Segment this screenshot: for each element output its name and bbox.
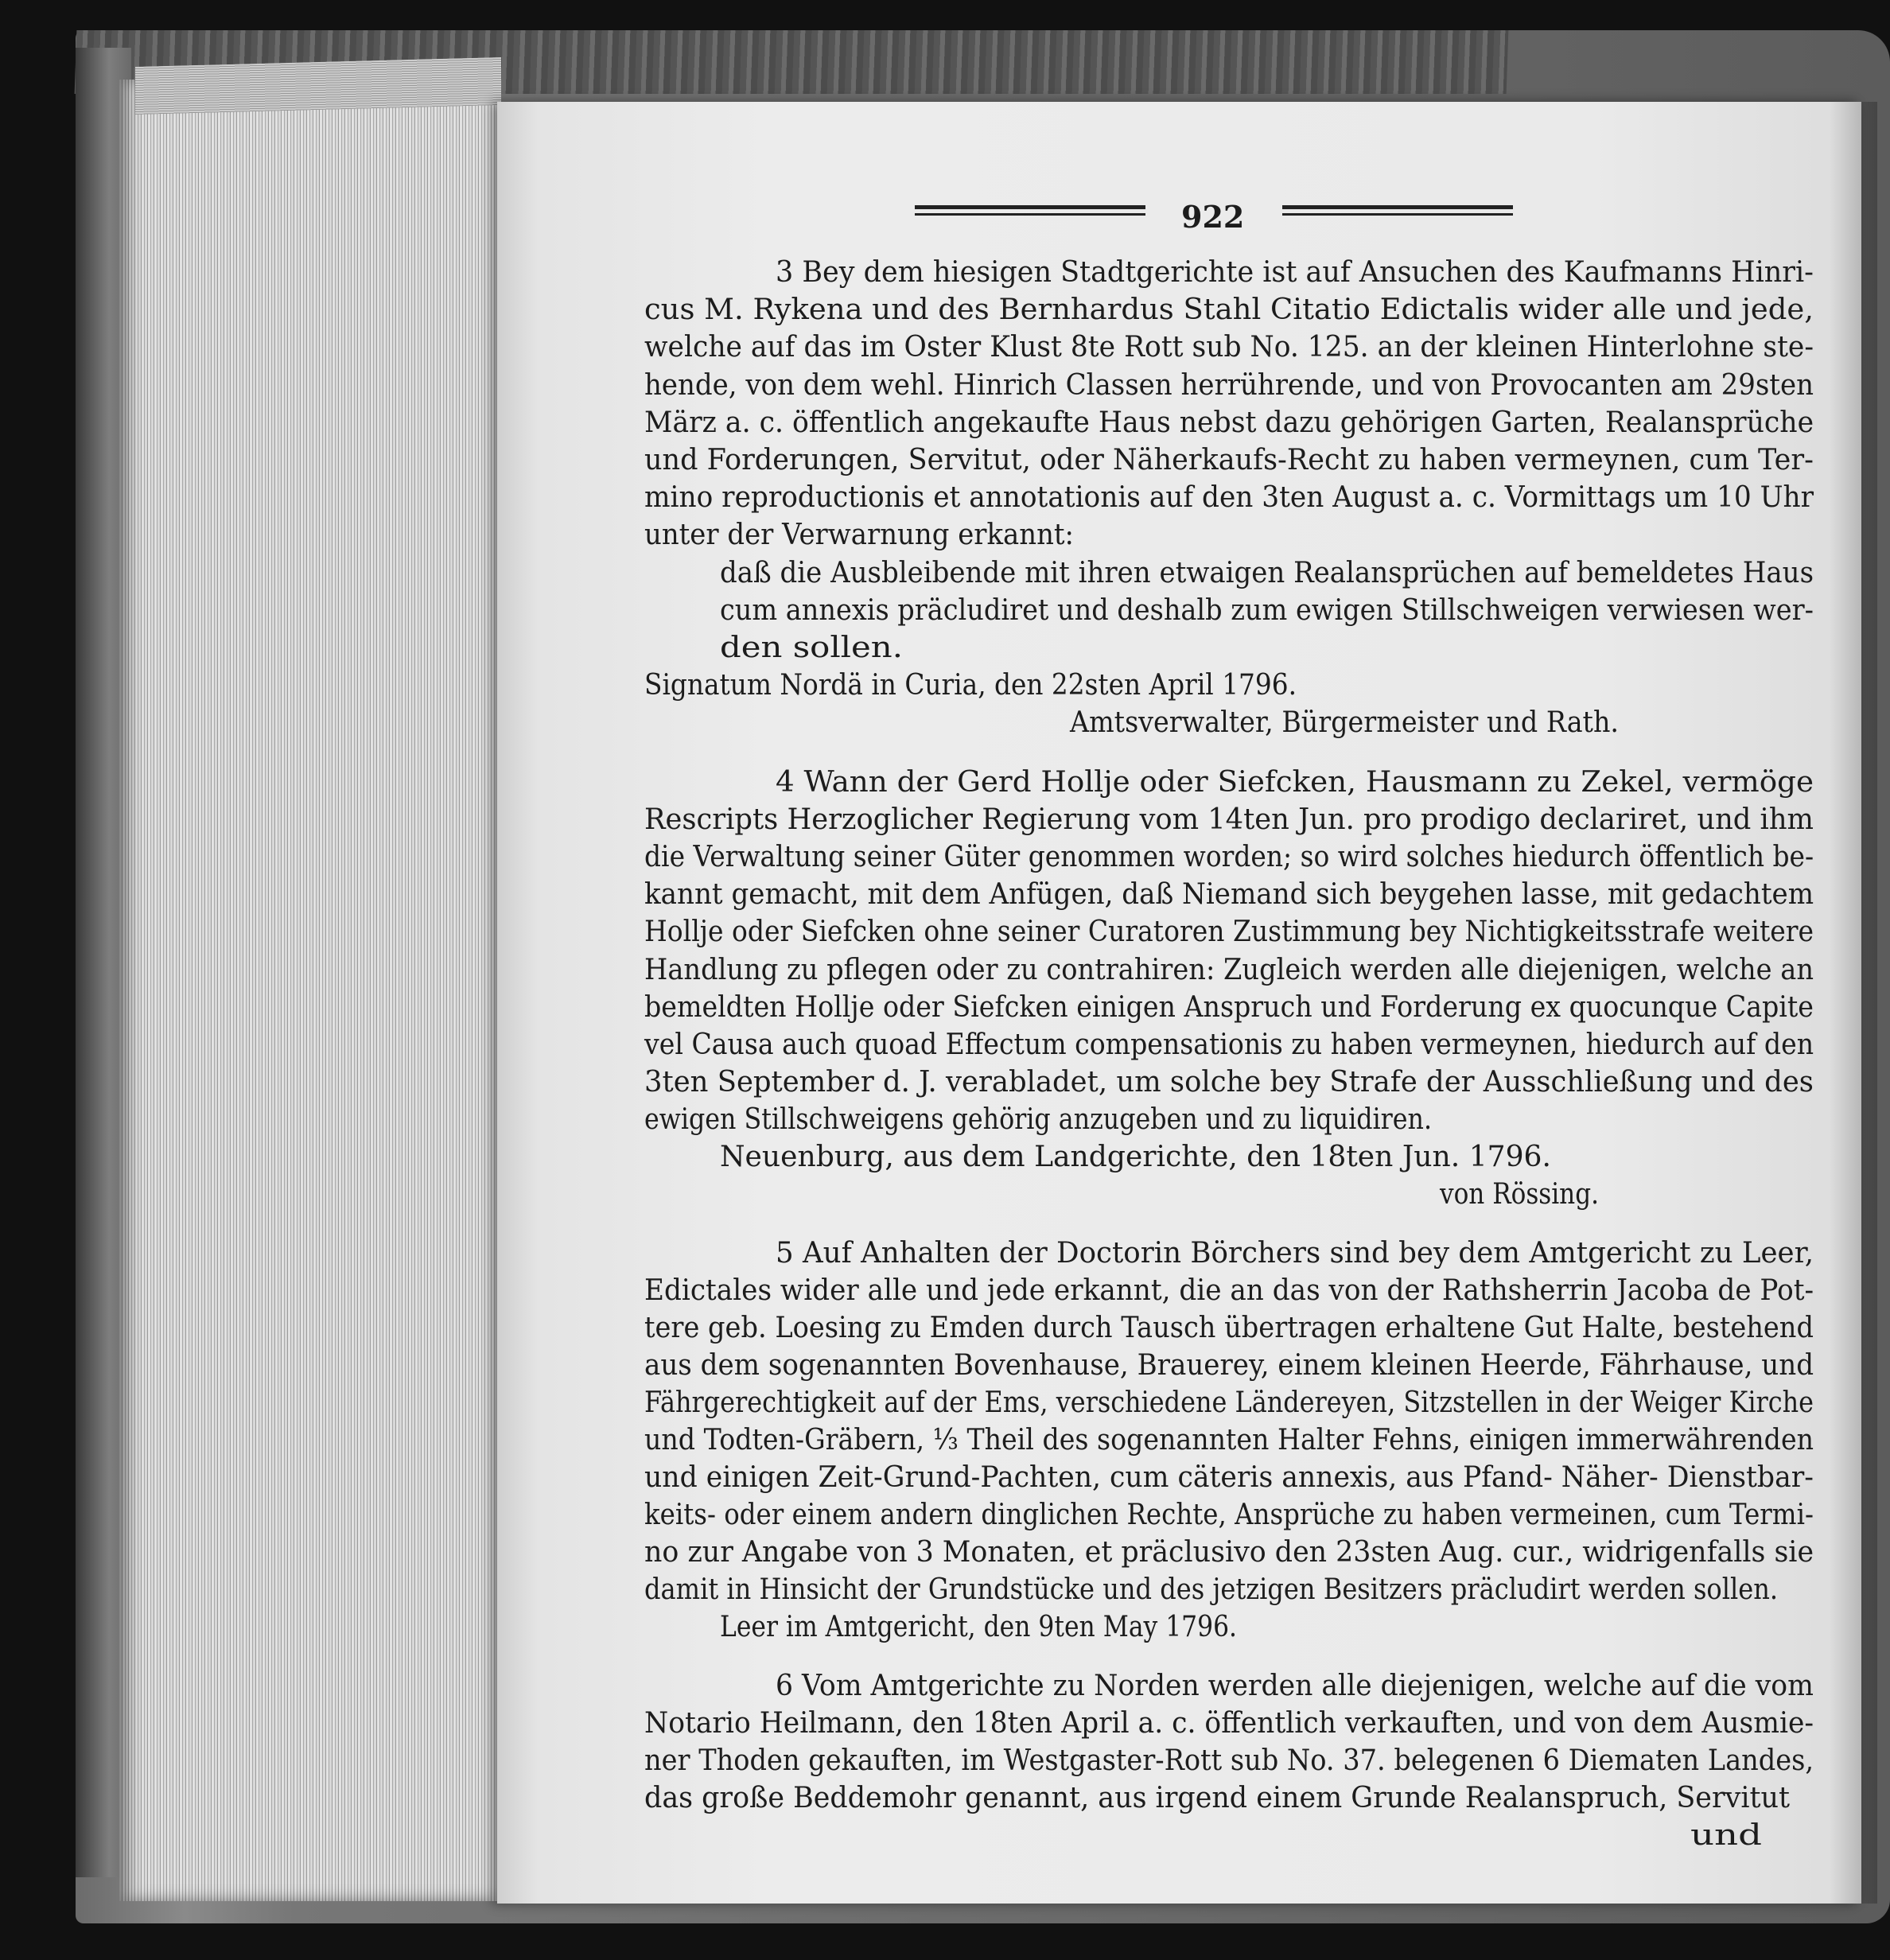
- text-line-e4-l7: bemeldten Hollje oder Siefcken einigen Anspruch und Forderung ex quocunque Capite: [644, 991, 1814, 1024]
- text-line-e5-l10: damit in Hinsicht der Grundstücke und des jetzigen Besitzers präcludirt werden sollen.: [644, 1573, 1779, 1606]
- page-block-edge: [119, 80, 501, 1901]
- text-line-e4-l3: die Verwaltung seiner Güter genommen worden; so wird solches hiedurch öffentlich be-: [644, 841, 1814, 873]
- text-line-e3-l9: daß die Ausbleibende mit ihren etwaigen Realansprüchen auf bemeldetes Haus: [720, 557, 1814, 589]
- text-line-e4-l4: kannt gemacht, mit dem Anfügen, daß Niemand sich beygehen lasse, mit gedachtem: [644, 878, 1814, 911]
- text-line-e5-l1: 5 Auf Anhalten der Doctorin Börchers sind bey dem Amtgericht zu Leer,: [776, 1237, 1814, 1270]
- text-line-e4-l2: Rescripts Herzoglicher Regierung vom 14ten Jun. pro prodigo declariret, und ihm: [644, 803, 1814, 836]
- header-rule-right: [1282, 205, 1513, 209]
- text-line-e5-l5: Fährgerechtigkeit auf der Ems, verschiedene Ländereyen, Sitzstellen in der Weiger Kirche: [644, 1386, 1814, 1419]
- text-line-e4-l1: 4 Wann der Gerd Hollje oder Siefcken, Hausmann zu Zekel, vermöge: [776, 766, 1814, 799]
- text-line-e4-l10: ewigen Stillschweigens gehörig anzugeben und zu liquidiren.: [644, 1103, 1433, 1136]
- text-line-e3-l3: welche auf das im Oster Klust 8te Rott sub No. 125. an der kleinen Hinterlohne ste-: [644, 331, 1814, 364]
- text-line-e3-l12: Signatum Nordä in Curia, den 22sten April 1796.: [644, 669, 1297, 702]
- text-line-e6-l2: Notario Heilmann, den 18ten April a. c. öffentlich verkauften, und von dem Ausmie-: [644, 1707, 1814, 1740]
- text-line-e3-l7: mino reproductionis et annotationis auf den 3ten August a. c. Vormittags um 10 Uhr: [644, 481, 1814, 514]
- text-line-catchword: und: [1690, 1819, 1762, 1852]
- text-line-e4-l12: von Rössing.: [1440, 1178, 1600, 1211]
- text-line-e3-l2: cus M. Rykena und des Bernhardus Stahl Citatio Edictalis wider alle und jede,: [644, 294, 1814, 326]
- page-number: 922: [1181, 199, 1245, 235]
- text-line-e5-l8: keits- oder einem andern dinglichen Rechte, Ansprüche zu haben vermeinen, cum Termi-: [644, 1499, 1814, 1531]
- text-line-e3-l8: unter der Verwarnung erkannt:: [644, 519, 1074, 551]
- text-line-e3-l6: und Forderungen, Servitut, oder Näherkaufs-Recht zu haben vermeynen, cum Ter-: [644, 444, 1814, 476]
- text-line-e3-l13: Amtsverwalter, Bürgermeister und Rath.: [1070, 706, 1620, 739]
- text-line-e5-l4: aus dem sogenannten Bovenhause, Brauerey, einem kleinen Heerde, Fährhause, und: [644, 1349, 1814, 1382]
- text-line-e3-l5: März a. c. öffentlich angekaufte Haus nebst dazu gehörigen Garten, Realansprüche: [644, 406, 1814, 439]
- text-line-e3-l10: cum annexis präcludiret und deshalb zum ewigen Stillschweigen verwiesen wer-: [720, 594, 1814, 627]
- text-line-e6-l4: das große Beddemohr genannt, aus irgend einem Grunde Realanspruch, Servitut: [644, 1782, 1790, 1814]
- text-line-e3-l11: den sollen.: [720, 632, 904, 664]
- text-line-e5-l6: und Todten-Gräbern, ⅓ Theil des sogenannten Halter Fehns, einigen immerwährenden: [644, 1424, 1814, 1456]
- text-line-e5-l11: Leer im Amtgericht, den 9ten May 1796.: [720, 1611, 1237, 1643]
- text-line-e6-l1: 6 Vom Amtgerichte zu Norden werden alle diejenigen, welche auf die vom: [776, 1670, 1814, 1702]
- text-line-e4-l5: Hollje oder Siefcken ohne seiner Curatoren Zustimmung bey Nichtigkeitsstrafe weitere: [644, 916, 1814, 948]
- text-line-e5-l3: tere geb. Loesing zu Emden durch Tausch übertragen erhaltene Gut Halte, bestehend: [644, 1312, 1814, 1344]
- page-edge-shadow: [1830, 102, 1877, 1904]
- text-line-e5-l7: und einigen Zeit-Grund-Pachten, cum cäteris annexis, aus Pfand- Näher- Dienstbar-: [644, 1461, 1814, 1494]
- text-line-e5-l9: no zur Angabe von 3 Monaten, et präclusivo den 23sten Aug. cur., widrigenfalls sie: [644, 1536, 1814, 1569]
- text-line-e3-l1: 3 Bey dem hiesigen Stadtgerichte ist auf Ansuchen des Kaufmanns Hinri-: [776, 256, 1814, 289]
- text-line-e4-l9: 3ten September d. J. verabladet, um solche bey Strafe der Ausschließung und des: [644, 1066, 1814, 1099]
- header-rule-left: [915, 205, 1145, 209]
- text-line-e4-l11: Neuenburg, aus dem Landgerichte, den 18ten Jun. 1796.: [720, 1141, 1551, 1173]
- text-line-e5-l2: Edictales wider alle und jede erkannt, die an das von der Rathsherrin Jacoba de Pot-: [644, 1274, 1814, 1307]
- text-line-e3-l4: hende, von dem wehl. Hinrich Classen herrührende, und von Provocanten am 29sten: [644, 369, 1814, 402]
- text-line-e6-l3: ner Thoden gekauften, im Westgaster-Rott sub No. 37. belegenen 6 Diematen Landes,: [644, 1744, 1814, 1777]
- text-line-e4-l8: vel Causa auch quoad Effectum compensationis zu haben vermeynen, hiedurch auf den: [644, 1029, 1814, 1061]
- page-block-top: [135, 57, 501, 115]
- text-line-e4-l6: Handlung zu pflegen oder zu contrahiren: Zugleich werden alle diejenigen, welche an: [644, 954, 1814, 986]
